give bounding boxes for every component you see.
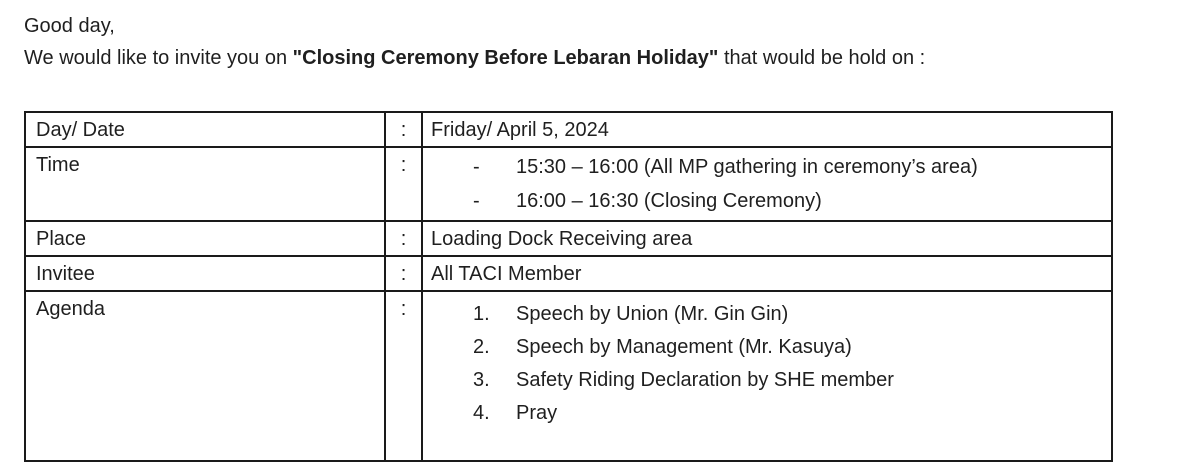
row-label-agenda: Agenda <box>25 291 385 461</box>
row-value-agenda <box>422 291 1112 461</box>
agenda-item-text: Speech by Management (Mr. Kasuya) <box>516 336 852 358</box>
table-row-place <box>25 221 1112 256</box>
table-row-agenda <box>25 291 1112 461</box>
dash-marker: - <box>473 190 480 212</box>
invitation-prefix: We would like to invite you on <box>24 47 293 69</box>
row-label-daydate: Day/ Date <box>25 112 385 147</box>
colon-separator: : <box>385 147 422 221</box>
agenda-item-text: Safety Riding Declaration by SHE member <box>516 369 894 391</box>
invitation-line <box>24 42 1200 74</box>
row-value-daydate: Friday/ April 5, 2024 <box>422 112 1112 147</box>
agenda-number: 2. <box>473 336 490 358</box>
time-item-text: 16:00 – 16:30 (Closing Ceremony) <box>516 190 822 212</box>
agenda-item <box>473 397 1103 430</box>
row-label-invitee: Invitee <box>25 256 385 291</box>
greeting-label: Good day, <box>24 15 115 37</box>
agenda-item <box>473 298 1103 331</box>
row-value-invitee: All TACI Member <box>422 256 1112 291</box>
agenda-item-text: Pray <box>516 402 558 424</box>
table-row-daydate <box>25 112 1112 147</box>
colon-separator: : <box>385 256 422 291</box>
greeting-text <box>24 10 1200 42</box>
time-item-text: 15:30 – 16:00 (All MP gathering in ceremony’s area) <box>516 156 978 178</box>
agenda-number: 1. <box>473 303 490 325</box>
agenda-number: 4. <box>473 402 490 424</box>
agenda-number: 3. <box>473 369 490 391</box>
table-row-invitee <box>25 256 1112 291</box>
table-row-time <box>25 147 1112 221</box>
row-label-time: Time <box>25 147 385 221</box>
time-item <box>473 150 1103 184</box>
row-label-place: Place <box>25 221 385 256</box>
colon-separator: : <box>385 112 422 147</box>
colon-separator: : <box>385 221 422 256</box>
agenda-item-text: Speech by Union (Mr. Gin Gin) <box>516 303 789 325</box>
event-title: "Closing Ceremony Before Lebaran Holiday" <box>292 47 719 69</box>
time-item <box>473 184 1103 218</box>
intro-section <box>24 10 1200 74</box>
row-value-place: Loading Dock Receiving area <box>422 221 1112 256</box>
row-value-time <box>422 147 1112 221</box>
agenda-item <box>473 331 1103 364</box>
dash-marker: - <box>473 156 480 178</box>
agenda-item <box>473 364 1103 397</box>
invitation-suffix: that would be hold on : <box>718 47 926 69</box>
invitation-table <box>24 111 1113 462</box>
colon-separator: : <box>385 291 422 461</box>
